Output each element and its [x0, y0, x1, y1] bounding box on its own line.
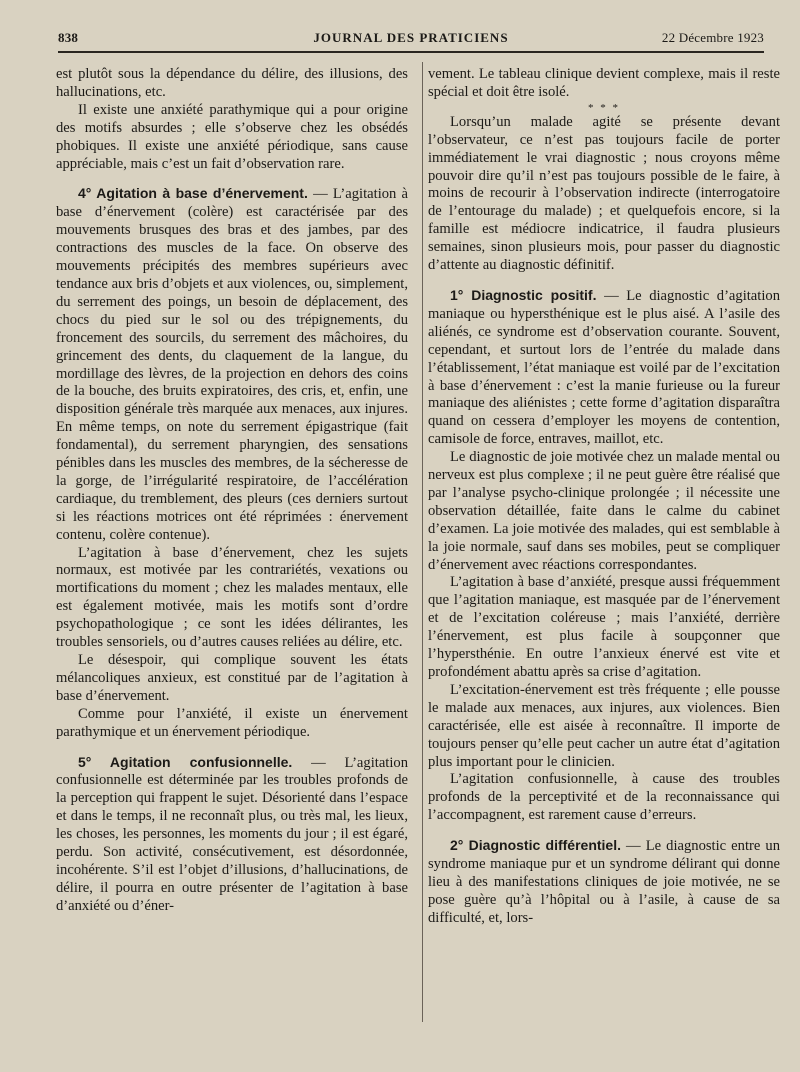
section-heading: 2° Diagnostic différentiel. — [450, 837, 621, 854]
paragraph-text: vement. Le tableau clinique devient complexe, mais il reste spécial et doit être isolé. — [428, 66, 780, 100]
paragraph-text: Le désespoir, qui complique souvent les états mélancoliques anxieux, est constitué par de l’agitation à base d’énervement. — [56, 652, 408, 704]
paragraph-text: L’agitation confusionnelle, à cause des troubles profonds de la perceptivité et de la reconnaissance qui l’accompagnent, est rarement cause d’erreurs. — [428, 771, 780, 824]
paragraph-text: est plutôt sous la dépendance du délire, des illusions, des hallucinations, etc. — [56, 66, 408, 100]
paragraph — [56, 545, 408, 652]
paragraph — [428, 66, 780, 102]
paragraph — [56, 102, 408, 174]
paragraph — [56, 66, 408, 102]
paragraph-text: L’agitation à base d’anxiété, presque aussi fréquemment que l’agitation maniaque, est masquée par de l’énervement et de l’excitation coléreuse ; mais l’anxiété, derrière l’énervement, est plus facile à soupçonner que l’hypersthénie. En outre l’anxieux énervé est vite et profondément abattu après sa crise d’agitation. — [428, 574, 780, 680]
paragraph-text: — Le diagnostic entre un syndrome maniaque pur et un syndrome délirant qui donne lieu à des manifestations cliniques de joie motivée, ne se pose guère qu’à l’hôpital ou à l’asile, à cause de sa difficulté, et, lors- — [428, 838, 780, 926]
paragraph-text: Le diagnostic de joie motivée chez un malade mental ou nerveux est plus complexe ; il ne peut guère être réalisé que par l’analyse psycho-clinique prolongée ; il nécessite une observation détaillée, faite dans le calme du cabinet d’examen. La joie motivée des malades, qui est semblable à la joie normale, sauf dans ses mobiles, peut se compliquer d’énervement avec réactions correspondantes. — [428, 449, 780, 573]
paragraph — [428, 771, 780, 825]
paragraph — [428, 682, 780, 772]
journal-title: JOURNAL DES PRATICIENS — [313, 30, 509, 45]
section-heading: 4° Agitation à base d’énervement. — [78, 185, 308, 202]
paragraph — [428, 449, 780, 574]
section-paragraph — [56, 754, 408, 916]
left-column — [56, 66, 408, 916]
paragraph — [56, 706, 408, 742]
column-divider — [422, 62, 423, 1022]
paragraph-text: Il existe une anxiété parathymique qui a pour origine des motifs absurdes ; elle s’observe chez les obsédés phobiques. Il existe une anxiété périodique, sans cause appréciable, mais c’est un fait d’observation rare. — [56, 101, 408, 172]
section-heading: 1° Diagnostic positif. — [450, 286, 597, 303]
section-paragraph — [428, 837, 780, 928]
paragraph-text: Lorsqu’un malade agité se présente devant l’observateur, ce n’est pas toujours facile de porter immédiatement le vrai diagnostic ; nous croyons même pouvoir dire qu’il n’est pas toujours possible de le faire, à moins de recourir à l’observation indirecte (interrogatoire de l’entourage du malade) ; et quelquefois encore, si la famille est médiocre indicatrice, il faudra plusieurs semaines, sinon plusieurs mois, pour passer du diagnostic d’attente au diagnostic définitif. — [428, 113, 780, 274]
header-rule — [58, 51, 764, 53]
section-paragraph — [56, 185, 408, 544]
paragraph-text: — L’agitation à base d’énervement (colère) est caractérisée par des mouvements brusques des bras et des jambes, par des contractions des muscles de la face. On observe des mouvements précipités des membres supérieurs avec tendance aux bris d’objets et aux violences, ou, simplement, du serrement des poings, un besoin de déplacement, des chocs du pied sur le sol ou des trépignements, du froncement des sourcils, du serrement des mâchoires, du grincement des dents, du claquement de la langue, du mordillage des lèvres, de la projection en dehors des coins de la bouche, des bruits expiratoires, des cris, et, enfin, une disposition générale très marquée aux menaces, aux injures. En même temps, on note du serrement épigastrique (fait fondamental), du serrement pharyngien, des sensations pénibles dans les muscles des membres, de la sécheresse de la gorge, de l’irrégularité respiratoire, de l’accélération cardiaque, du tremblement, des pleurs (ces derniers surtout si les réactions motrices ont été réprimées : énervement contenu, colère contenue). — [56, 186, 409, 543]
paragraph-text: Comme pour l’anxiété, il existe un énervement parathymique et un énervement périodique. — [56, 705, 408, 740]
section-paragraph — [428, 287, 780, 449]
section-separator-stars: * * * — [588, 101, 620, 114]
page-number: 838 — [58, 30, 79, 45]
paragraph-text: L’agitation à base d’énervement, chez les sujets normaux, est motivée par les contrariétés, vexations ou mortifications du moment ; chez les malades mentaux, elle est également motivée, mais les motifs sont d’ordre psychopathologique ; ce sont les idées délirantes, les troubles sensoriels, ou d’autres causes reliées au délire, etc. — [56, 544, 408, 651]
paragraph-text: — L’agitation confusionnelle est déterminée par les troubles profonds de la perception qui frappent le sujet. Désorienté dans l’espace et dans le temps, il ne reconnaît plus, ou très mal, les lieux, les choses, les personnes, les moments du jour ; il est égaré, perdu. Son activité, consécutivement, est désordonnée, incohérente. S’il est l’objet d’illusions, d’hallucinations, de délire, il pourra en outre présenter de l’agitation à base d’anxiété ou d’éner- — [56, 754, 408, 914]
paragraph-text: — Le diagnostic d’agitation maniaque ou hypersthénique est le plus aisé. A l’asile des aliénés, ce syndrome est d’observation courante. Souvent, cependant, et surtout lors de l’entrée du malade dans l’établissement, l’état maniaque est voilé par de l’excitation à base d’énervement : c’est la manie furieuse ou la fureur maniaque des aliénistes ; cette forme d’agitation disparaîtra quand on cessera d’employer les moyens de contention, camisole de force, entraves, maillot, etc. — [428, 287, 780, 448]
page-header — [58, 30, 764, 52]
paragraph — [56, 652, 408, 706]
paragraph-text: L’excitation-énervement est très fréquente ; elle pousse le malade aux menaces, aux injures, aux violences. Bien caractérisée, elle est aisée à reconnaître. Il importe de toujours penser qu’elle peut cacher un autre état d’agitation plus important pour le clinicien. — [428, 681, 780, 770]
paragraph — [428, 574, 780, 681]
paragraph — [428, 114, 780, 275]
issue-date: 22 Décembre 1923 — [661, 30, 764, 45]
section-heading: 5° Agitation confusionnelle. — [78, 753, 293, 770]
right-column — [428, 66, 780, 928]
